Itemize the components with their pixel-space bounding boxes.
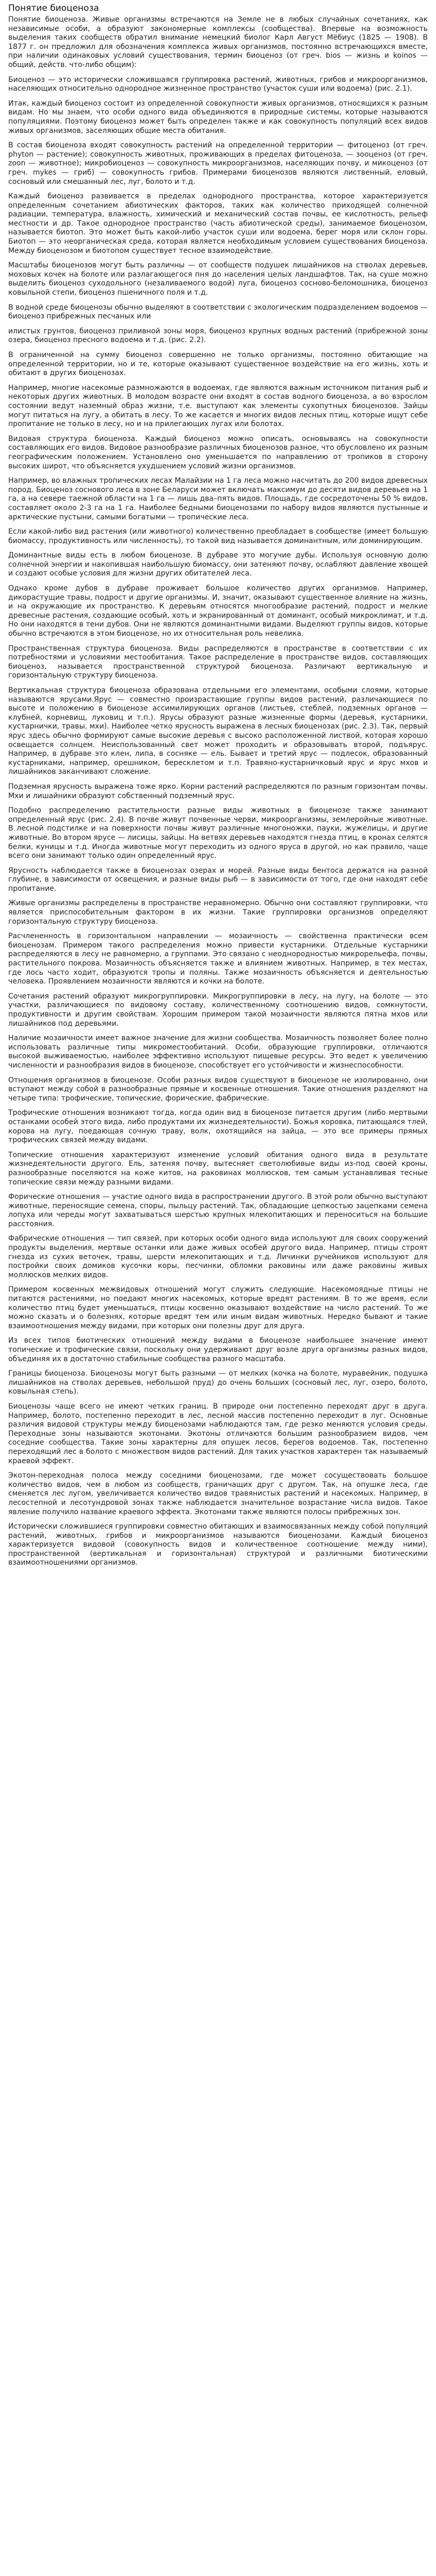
paragraph: Из всех типов биотических отношений между видами в биоценозе наибольшее значение имеют топические и трофические связи, поскольку они удерживают друг возле друга организмы разных видов, объединяя их в достаточно стабильные сообщества разного масштаба.	[8, 1336, 428, 1363]
paragraph: Отношения организмов в биоценозе. Особи разных видов существуют в биоценозе не изолированно, они вступают между собой в разнообразные прямые и косвенные отношения. Такие отношения разделяют на четыре типа: трофические, топические, форические, фабрические.	[8, 1076, 428, 1103]
paragraph: Однако кроме дубов в дубраве проживает большое количество других организмов. Например, дикорастущие травы, подрост и другие организмы. И, значит, оказывают существенное влияние на жизнь, и на окружающие их пространство. К деревьям относятся многообразие растений, подрост и мелкие древесные растения, создающие особый, хоть и экранированный от доминант, особый микроклимат, и т.д. Но они находятся в тени дубов. Они не являются доминантными видами. Выделяют группы видов, которые обычно встречаются в этом биоценозе, но их относительная роль невелика.	[8, 584, 428, 638]
paragraph: Вертикальная структура биоценоза образована отдельными его элементами, особыми слоями, которые называются ярусами.Ярус — совместно произрастающие группы видов растений, различающиеся по высоте и положению в биоценозе ассимилирующих органов (листьев, стеблей, подземных органов — клубней, корневищ, луковиц и т.п.). Ярусы образуют разные жизненные формы (деревья, кустарники, кустарнички, травы, мхи). Наиболее четко ярусность выражена в лесных биоценозах (рис. 2.3). Так, первый ярус здесь обычно формируют самые высокие деревья с высоко расположенной листвой, которая хорошо освещается солнцем. Неиспользованный свет может проходить и образовывать второй, подъярус. Например, в дубраве это клен, липа, в сосняке — ель. Бывает и третий ярус — подлесок, образованный кустарниками, например, орешником, бересклетом и т.п. Травяно-кустарничковый ярус и ярус мхов и лишайников заканчивают сложение.	[8, 686, 428, 776]
paragraph: Ярусность наблюдается также в биоценозах озерах и морей. Разные виды бентоса держатся на разной глубине, в зависимости от освещения, и разные виды рыб — в зависимости от того, где они находят себе пропитание.	[8, 866, 428, 893]
paragraph: Например, во влажных тропических лесах Малайзии на 1 га леса можно насчитать до 200 видов древесных пород. Биоценоз соснового леса в зоне Беларуси может включать максимум до десяти видов деревьев на 1 га, а на севере таежной области на 1 га — лишь два–пять видов. Площадь, где сосредоточены 50 % видов, составляет около 2-3 га на 1 га. Наиболее бедными биоценозами по набору видов являются пустынные и арктические пустыни, самыми богатыми — тропические леса.	[8, 477, 428, 521]
paragraph: Исторически сложившиеся группировки совместно обитающих и взаимосвязанных между собой популяций растений, животных, грибов и микроорганизмов называются биоценозами. Каждый биоценоз характеризуется видовой (совокупность видов и количественное соотношение между ними), пространственной (вертикальная и горизонтальная) структурой и различными биотическими взаимоотношениями организмов.	[8, 1522, 428, 1567]
paragraph: Подземная ярусность выражена тоже ярко. Корни растений распределяются по разным горизонтам почвы. Мхи и лишайники образуют собственный подземный ярус.	[8, 782, 428, 800]
paragraph: Наличие мозаичности имеет важное значение для жизни сообщества. Мозаичность позволяет более полно использовать различные типы микроместообитаний. Особи, образующие группировки, отличаются высокой выживаемостью, наиболее эффективно используют пищевые ресурсы. Это ведет к увеличению численности и разнообразия видов в биоценозе, способствует его устойчивости и жизнеспособности.	[8, 1034, 428, 1070]
paragraph: Биоценоз — это исторически сложившаяся группировка растений, животных, грибов и микроорганизмов, населяющих относительно однородное жизненное пространство (участок суши или водоема) (рис. 2.1).	[8, 75, 428, 93]
paragraph: Понятие биоценоза. Живые организмы встречаются на Земле не в любых случайных сочетаниях, как независимые особи, а образуют закономерные комплексы (сообщества). Впервые на возможность выделения таких сообществ обратил внимание немецкий биолог Карл Август Мёбиус (1825 — 1908). В 1877 г. он предложил для обозначения комплекса живых организмов, постоянно встречающихся вместе, при наличии одинаковых условий существования, термин биоценоз (от греч. bios — жизнь и koinos — общий, действ. что-либо общим):	[8, 15, 428, 69]
paragraph: Экотон-переходная полоса между соседними биоценозами, где может сосуществовать большое количество видов, чем в любом из сообществ, граничащих друг с другом. Так, на опушке леса, где сменяется лес лугом, увеличивается количество видов травянистых растений и насекомых. Например, в лесостепной и лесотундровой зонах также наблюдается значительное возрастание числа видов. Такое явление получило название краевого эффекта. Экотонами также являются полосы прибрежных зон.	[8, 1471, 428, 1516]
article-body	[8, 15, 428, 1568]
paragraph: Биоценозы чаще всего не имеют четких границ. В природе они постепенно переходят друг в друга. Например, болото, постепенно переходит в лес, лесной массив постепенно переходит в луг. Основные различия видовой структуры между биоценозами наблюдаются там, где резко меняются условия среды. Переходные зоны называются экотонами. Экотоны отличаются большим разнообразием видов, чем соседние сообщества. Такие зоны характерны для опушек лесов, берегов водоемов. Так, постепенно переходящий лес в болото с множеством видов растений. Для таких участков характерен так называемый краевой эффект.	[8, 1402, 428, 1465]
paragraph: В состав биоценоза входят совокупность растений на определенной территории — фитоценоз (от греч. phyton — растение); совокупность животных, проживающих в пределах фитоценоза, — зооценоз (от греч. zoon — животное); микробиоценоз — совокупность микроорганизмов, населяющих почву, и микоценоз (от греч. mykes — гриб) — совокупность грибов. Примерами биоценозов являются лиственный, еловый, сосновый или смешанный лес, луг, болото и т.д.	[8, 141, 428, 186]
paragraph: Например, многие насекомые размножаются в водоемах, где являются важным источником питания рыб и некоторых других животных. В молодом возрасте они входят в состав водного биоценоза, а во взрослом состоянии ведут наземный образ жизни, т.е. выступают как элементы сухопутных биоценозов. Зайцы могут питаться на лугу, а обитать в лесу. То же касается и многих видов лесных птиц, которые ищут себе пропитание не только в лесу, но и на прилегающих лугах или болотах.	[8, 383, 428, 429]
paragraph: Итак, каждый биоценоз состоит из определенной совокупности живых организмов, относящихся к разным видам. Но мы знаем, что особи одного вида объединяются в природные системы, которые называются популяциями. Поэтому биоценоз может быть определен также и как совокупность популяций всех видов живых организмов, заселяющих общие места обитания.	[8, 99, 428, 135]
paragraph: Форические отношения — участие одного вида в распространении другого. В этой роли обычно выступают животные, переносящие семена, споры, пыльцу растений. Так, обладающие цепкостью зацепками семена лопуха или череды могут захватываться шерстью крупных млекопитающих и переноситься на большие расстояния.	[8, 1193, 428, 1228]
paragraph: Каждый биоценоз развивается в пределах однородного пространства, которое характеризуется определенным сочетанием абиотических факторов, таких как количество приходящей солнечной радиации, температура, влажность, химический и механический состав почвы, ее кислотность, рельеф местности и др. Такое однородное пространство (часть абиотической среды), занимаемое биоценозом, называется биотоп. Это может быть какой-либо участок суши или водоема, берег моря или склон горы. Биотоп — это неорганическая среда, которая является необходимым условием существования биоценоза. Между биоценозом и биотопом существует тесное взаимодействие.	[8, 192, 428, 255]
paragraph: Видовая структура биоценоза. Каждый биоценоз можно описать, основываясь на совокупности составляющих его видов. Видовое разнообразие различных биоценозов разное, что обусловлено их разным географическим положением. Установлено оно уменьшается по направлению от тропиков в сторону высоких широт, что объясняется ухудшением условий жизни организмов.	[8, 434, 428, 470]
paragraph: Расчлененность в горизонтальном направлении — мозаичность — свойственна практически всем биоценозам. Примером такого распределения можно привести кустарники. Отдельные кустарники распределяются в лесу не равномерно, а группами. Это связано с неоднородностью микрорельефа, почвы, растительного покрова. Мозаичность объясняется также и влиянием животных. Например, в тех местах, где лось часто ходит, образуются тропы и поляны. Также мозаичность объясняется и деятельностью человека. Проявлением мозаичности являются и кочки на болоте.	[8, 932, 428, 986]
paragraph: Фабрические отношения — тип связей, при которых особи одного вида используют для своих сооружений продукты выделения, мертвые останки или даже живых особей другого вида. Например, птицы строят гнезда из сухих веточек, травы, шерсти млекопитающих и т.д. Личинки ручейников используют для постройки своих домиков кусочки коры, песчинки, обломки раковины или даже раковины живых моллюсков мелких видов.	[8, 1234, 428, 1279]
paragraph: Если какой-либо вид растения (или животного) количественно преобладает в сообществе (имеет большую биомассу, продуктивность или численность), то такой вид называется доминантным, или доминирующим.	[8, 528, 428, 545]
paragraph: Подобно распределению растительности разные виды животных в биоценозе также занимают определенный ярус (рис. 2.4). В почве живут почвенные черви, микроорганизмы, землеройные животные. В лесной подстилке и на поверхности почвы живут различные многоножки, пауки, жужелицы, и другие животные. Во втором ярусе — лисицы, зайцы. На ветвях деревьев находятся гнезда птиц, в кронах селятся белки, куницы и т.д. Иногда животные могут переходить из одного яруса в другой, но как правило, чаще всего они занимают только один определенный ярус.	[8, 806, 428, 860]
paragraph: Доминантные виды есть в любом биоценозе. В дубраве это могучие дубы. Используя основную долю солнечной энергии и накопившая наибольшую биомассу, они затеняют почву, ослабляют давление хвощей и создают особые условия для жизни других обитателей леса.	[8, 551, 428, 578]
paragraph: В ограниченной на сумму биоценоз совершенно не только организмы, постоянно обитающие на определенной территории, но и те, которые оказывают существенное воздействие на его жизнь, хоть и обитают в других биоценозах.	[8, 351, 428, 378]
paragraph: Топические отношения характеризуют изменение условий обитания одного вида в результате жизнедеятельности другого. Ель, затеняя почву, вытесняет светолюбивые виды из-под своей кроны, разнообразные поселяются на коже китов, на раковинах моллюсков, тем самым устанавливая тесные топические связи между разными видами.	[8, 1150, 428, 1187]
paragraph: Примером косвенных межвидовых отношений могут служить следующие. Насекомоядные птицы не питаются растениями, но поедают многих насекомых, которые вредят растениям. В то же время, если количество птиц будет уменьшаться, птицы косвенно оказывают воздействие на число растений. То же можно сказать и о болезнях, которые вредят тем или иным видам животных. Нередко бывают и такие взаимоотношения между видами, при которых они полезны друг для друга.	[8, 1285, 428, 1330]
paragraph: Живые организмы распределены в пространстве неравномерно. Обычно они составляют группировки, что является приспособительным фактором в их жизни. Такие группировки организмов определяют горизонтальную структуру биоценоза.	[8, 899, 428, 926]
paragraph: Пространственная структура биоценоза. Виды распределяются в пространстве в соответствии с их потребностями и условиями местообитания. Такое распределение в пространстве видов, составляющих биоценоз, называется пространственной структурой биоценоза. Различают вертикальную и горизонтальную структуру биоценоза.	[8, 644, 428, 680]
paragraph: В водной среде биоценозы обычно выделяют в соответствии с экологическим подразделением водоемов — биоценоз прибрежных песчаных или	[8, 303, 428, 321]
paragraph: Масштабы биоценозов могут быть различны — от сообществ подушек лишайников на стволах деревьев, моховых кочек на болоте или разлагающегося пня до населения целых ландшафтов. Так, на суше можно выделить биоценоз суходольного (незаливаемого водой) луга, биоценоз сосново-беломошника, биоценоз ковыльной степи, биоценоз пшеничного поля и т.д.	[8, 261, 428, 297]
paragraph: Границы биоценоза. Биоценозы могут быть разными — от мелких (кочка на болоте, муравейник, подушка лишайников на стволах деревьев, небольшой пруд) до очень больших (сосновый лес, луг, озеро, болото, ковыльная степь).	[8, 1369, 428, 1396]
paragraph: Сочетания растений образуют микрогруппировки. Микрогруппировки в лесу, на лугу, на болоте — это участки, различающиеся по видовому составу, количественному соотношению видов, сомкнутости, продуктивности и другим свойствам. Хорошим примером такой мозаичности являются пятна мхов или лишайников под деревьями.	[8, 992, 428, 1028]
paragraph: илистых грунтов, биоценоз приливной зоны моря, биоценоз крупных водных растений (прибрежной зоны озера, биоценоз пресного водоема и т.д. (рис. 2.2).	[8, 327, 428, 345]
paragraph: Трофические отношения возникают тогда, когда один вид в биоценозе питается другим (либо мертвыми останками особей этого вида, либо продуктами их жизнедеятельности). Божья коровка, питающаяся тлей, корова на лугу, поедающая сочную траву, волк, охотящийся на зайца, — это все примеры прямых трофических связей между видами.	[8, 1109, 428, 1145]
page-title: Понятие биоценоза	[8, 3, 99, 13]
